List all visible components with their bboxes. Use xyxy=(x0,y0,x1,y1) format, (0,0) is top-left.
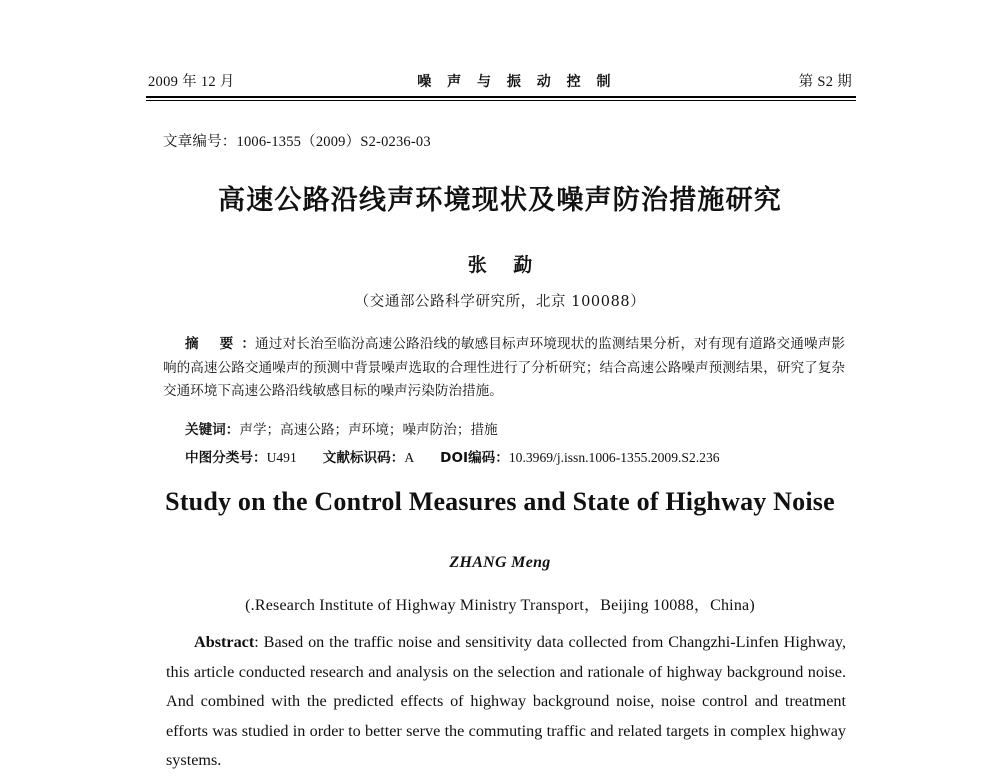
running-head-journal-title: 噪 声 与 振 动 控 制 xyxy=(417,74,617,90)
header-divider-thick-line xyxy=(146,96,856,98)
chinese-keywords-label: 关键词： xyxy=(185,422,240,438)
running-head-date: 2009 年 12 月 xyxy=(148,74,235,90)
running-head xyxy=(148,70,852,91)
english-abstract xyxy=(166,628,846,776)
article-number: 文章编号：1006-1355（2009）S2-0236-03 xyxy=(163,134,431,150)
english-abstract-text: Based on the traffic noise and sensitivity data collected from Changzhi-Linfen Highway, this article conducted research and analysis on the selection and rationale of highway background noise. And combined with the predicted effects of highway background noise, noise control and treatment efforts was studied in order to better serve the commuting traffic and related targets in complex highway systems. xyxy=(166,633,847,769)
document-code-label: 文献标识码： xyxy=(322,450,405,466)
clc-value: U491 xyxy=(266,450,297,465)
english-affiliation: (.Research Institute of Highway Ministry Transport，Beijing 10088，China) xyxy=(245,597,755,614)
document-code-value: A xyxy=(404,450,415,465)
header-divider-thin-line xyxy=(146,100,856,101)
running-head-issue: 第 S2 期 xyxy=(798,74,852,90)
clc-label: 中图分类号： xyxy=(185,450,267,466)
chinese-classification-line xyxy=(185,446,720,466)
english-title: Study on the Control Measures and State of Highway Noise xyxy=(165,487,835,516)
chinese-affiliation: （交通部公路科学研究所，北京 100088） xyxy=(354,294,646,310)
doi-label: DOI编码： xyxy=(440,450,509,466)
chinese-abstract-label: 摘 要 xyxy=(185,336,242,352)
english-abstract-label: Abstract xyxy=(194,633,255,651)
doi-value: 10.3969/j.issn.1006-1355.2009.S2.236 xyxy=(508,450,720,465)
chinese-abstract-colon: ： xyxy=(241,336,256,352)
english-abstract-colon: : xyxy=(254,633,264,651)
chinese-keywords-text: 声学；高速公路；声环境；噪声防治；措施 xyxy=(239,422,498,438)
chinese-abstract-text: 通过对长治至临汾高速公路沿线的敏感目标声环境现状的监测结果分析，对有现有道路交通噪声影响的高速公路交通噪声的预测中背景噪声选取的合理性进行了分析研究；结合高速公路噪声预测结果，研究了复杂交通环境下高速公路沿线敏感目标的噪声污染防治措施。 xyxy=(163,336,846,399)
header-divider xyxy=(146,96,856,101)
chinese-abstract xyxy=(163,333,845,404)
english-author: ZHANG Meng xyxy=(449,554,551,571)
chinese-author: 张 勐 xyxy=(467,254,543,276)
chinese-keywords xyxy=(185,418,498,438)
chinese-title: 高速公路沿线声环境现状及噪声防治措施研究 xyxy=(218,185,782,216)
